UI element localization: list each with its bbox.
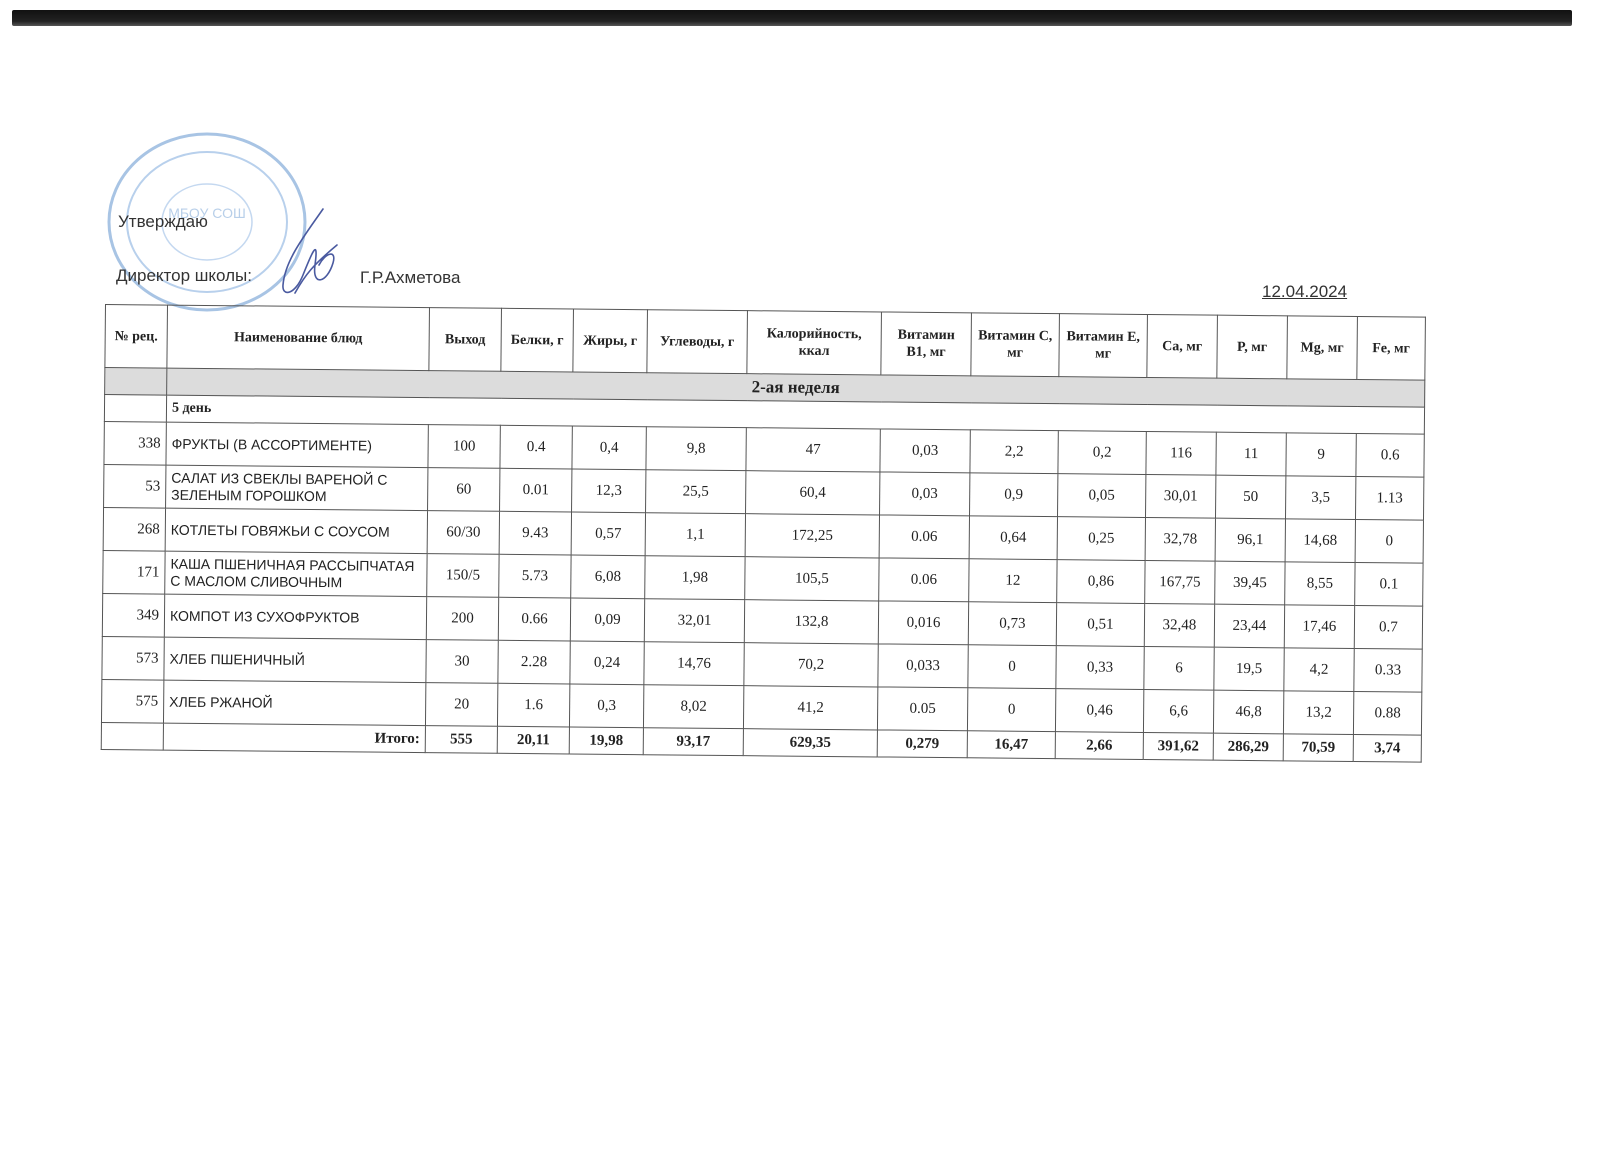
cell-out: 60 [428, 468, 500, 512]
cell-e: 0,33 [1056, 646, 1144, 690]
total-c: 16,47 [967, 731, 1055, 759]
cell-carbs: 1,98 [645, 556, 745, 600]
cell-protein: 0.4 [500, 425, 572, 469]
cell-ca: 30,01 [1145, 474, 1215, 518]
cell-fe: 0.88 [1353, 692, 1421, 736]
cell-fat: 12,3 [572, 469, 646, 513]
cell-ca: 6,6 [1143, 689, 1213, 733]
cell-b1: 0,016 [878, 601, 968, 645]
col-header: Углеводы, г [647, 310, 748, 374]
cell-rec: 53 [104, 464, 166, 508]
cell-ca: 116 [1146, 432, 1216, 476]
cell-mg: 14,68 [1285, 519, 1355, 563]
cell-rec: 338 [104, 421, 166, 465]
total-label: Итого: [163, 723, 425, 753]
cell-e: 0,25 [1057, 517, 1145, 561]
cell-e: 0,2 [1058, 431, 1146, 475]
cell-p: 96,1 [1215, 518, 1285, 562]
cell-name: ФРУКТЫ (В АССОРТИМЕНТЕ) [166, 422, 428, 468]
approval-date: 12.04.2024 [1262, 282, 1348, 301]
day-title: 5 день [166, 395, 1424, 434]
cell-ca: 6 [1144, 646, 1214, 690]
cell-fat: 0,4 [572, 426, 646, 470]
cell-carbs: 9,8 [646, 427, 746, 471]
total-protein: 20,11 [497, 726, 569, 754]
cell-fat: 6,08 [571, 555, 645, 599]
cell-p: 19,5 [1214, 647, 1284, 691]
col-header: Витамин C, мг [971, 313, 1060, 377]
cell-protein: 1.6 [497, 683, 569, 727]
cell-fe: 0 [1355, 520, 1423, 564]
cell-b1: 0.06 [879, 558, 969, 602]
cell-protein: 5.73 [499, 554, 571, 598]
cell-kcal: 47 [746, 428, 880, 472]
menu-table [101, 304, 1426, 763]
cell-rec: 573 [102, 636, 164, 680]
stamp-text: МБОУ СОШ [168, 205, 246, 221]
col-header: Жиры, г [573, 309, 648, 373]
total-carbs: 93,17 [643, 728, 743, 756]
cell-e: 0,05 [1058, 474, 1146, 518]
cell-rec: 171 [103, 550, 165, 594]
cell-name: КОТЛЕТЫ ГОВЯЖЬИ С СОУСОМ [165, 508, 427, 554]
cell-kcal: 70,2 [744, 643, 878, 687]
total-fe: 3,74 [1353, 735, 1421, 763]
cell-fat: 0,09 [570, 598, 644, 642]
cell-fe: 0.7 [1354, 606, 1422, 650]
col-header: P, мг [1217, 315, 1288, 379]
cell-protein: 0.01 [500, 468, 572, 512]
col-header: Витамин E, мг [1059, 314, 1148, 378]
cell-mg: 9 [1286, 433, 1356, 477]
cell-carbs: 32,01 [644, 599, 744, 643]
director-name: Г.Р.Ахметова [360, 268, 461, 287]
cell-b1: 0,033 [878, 644, 968, 688]
col-header: Mg, мг [1287, 316, 1358, 380]
total-p: 286,29 [1213, 733, 1283, 761]
cell-rec: 268 [103, 507, 165, 551]
total-fat: 19,98 [569, 727, 643, 755]
director-signature [275, 205, 345, 305]
cell-c: 0,9 [970, 473, 1058, 517]
cell-fe: 0.6 [1356, 434, 1424, 478]
col-header: Ca, мг [1147, 315, 1218, 379]
total-ca: 391,62 [1143, 732, 1213, 760]
cell-kcal: 132,8 [744, 600, 878, 644]
cell-carbs: 14,76 [644, 642, 744, 686]
cell-out: 100 [428, 425, 500, 469]
total-b1: 0,279 [877, 730, 967, 758]
approve-label: Утверждаю [118, 212, 208, 231]
menu-table-wrapper [101, 304, 1425, 763]
cell-name: САЛАТ ИЗ СВЕКЛЫ ВАРЕНОЙ С ЗЕЛЕНЫМ ГОРОШКОМ [166, 465, 428, 511]
cell-fat: 0,3 [569, 684, 643, 728]
cell-name: ХЛЕБ ПШЕНИЧНЫЙ [164, 637, 426, 683]
cell-rec: 575 [101, 679, 163, 723]
cell-b1: 0,03 [880, 429, 970, 473]
cell-ca: 32,78 [1145, 517, 1215, 561]
cell-c: 2,2 [970, 430, 1058, 474]
cell-p: 23,44 [1214, 604, 1284, 648]
cell-fe: 1.13 [1355, 477, 1423, 521]
cell-out: 30 [426, 640, 498, 684]
col-header: Наименование блюд [167, 305, 430, 371]
cell-e: 0,86 [1057, 560, 1145, 604]
cell-mg: 8,55 [1285, 562, 1355, 606]
cell-e: 0,46 [1055, 689, 1143, 733]
cell-p: 50 [1215, 475, 1285, 519]
cell-c: 0,64 [969, 516, 1057, 560]
cell-ca: 167,75 [1145, 560, 1215, 604]
cell-c: 0 [968, 645, 1056, 689]
cell-out: 60/30 [427, 511, 499, 555]
cell-kcal: 41,2 [743, 686, 877, 730]
cell-rec: 349 [102, 593, 164, 637]
cell-carbs: 1,1 [645, 513, 745, 557]
total-kcal: 629,35 [743, 729, 877, 757]
cell-c: 0,73 [968, 602, 1056, 646]
total-out: 555 [425, 726, 497, 754]
cell-mg: 3,5 [1285, 476, 1355, 520]
cell-out: 150/5 [427, 554, 499, 598]
cell-b1: 0.06 [879, 515, 969, 559]
cell-fat: 0,24 [570, 641, 644, 685]
cell-kcal: 172,25 [745, 514, 879, 558]
cell-carbs: 8,02 [643, 685, 743, 729]
total-e: 2,66 [1055, 732, 1143, 760]
week-title: 2-ая неделя [167, 368, 1425, 407]
cell-protein: 0.66 [498, 597, 570, 641]
cell-out: 200 [426, 597, 498, 641]
cell-name: КАША ПШЕНИЧНАЯ РАССЫПЧАТАЯ С МАСЛОМ СЛИВОЧНЫМ [165, 551, 427, 597]
cell-mg: 4,2 [1284, 648, 1354, 692]
cell-out: 20 [425, 683, 497, 727]
cell-ca: 32,48 [1144, 603, 1214, 647]
cell-c: 0 [967, 688, 1055, 732]
cell-fe: 0.1 [1355, 563, 1423, 607]
cell-b1: 0,03 [880, 472, 970, 516]
cell-protein: 2.28 [498, 640, 570, 684]
scan-edge [12, 10, 1572, 26]
col-header: № рец. [105, 305, 168, 369]
col-header: Калорийность, ккал [747, 311, 882, 375]
cell-e: 0,51 [1056, 603, 1144, 647]
col-header: Fe, мг [1357, 317, 1426, 381]
cell-name: ХЛЕБ РЖАНОЙ [163, 680, 425, 726]
col-header: Витамин B1, мг [881, 312, 972, 376]
cell-fat: 0,57 [571, 512, 645, 556]
cell-protein: 9.43 [499, 511, 571, 555]
col-header: Белки, г [501, 308, 574, 372]
cell-b1: 0.05 [877, 687, 967, 731]
cell-mg: 17,46 [1284, 605, 1354, 649]
cell-kcal: 105,5 [745, 557, 879, 601]
cell-mg: 13,2 [1283, 691, 1353, 735]
total-mg: 70,59 [1283, 734, 1353, 762]
cell-carbs: 25,5 [646, 470, 746, 514]
cell-fe: 0.33 [1354, 649, 1422, 693]
cell-p: 39,45 [1215, 561, 1285, 605]
cell-p: 46,8 [1213, 690, 1283, 734]
cell-name: КОМПОТ ИЗ СУХОФРУКТОВ [164, 594, 426, 640]
cell-kcal: 60,4 [746, 471, 880, 515]
cell-c: 12 [969, 559, 1057, 603]
director-label: Директор школы: [116, 266, 252, 285]
cell-p: 11 [1216, 432, 1286, 476]
col-header: Выход [429, 308, 502, 372]
